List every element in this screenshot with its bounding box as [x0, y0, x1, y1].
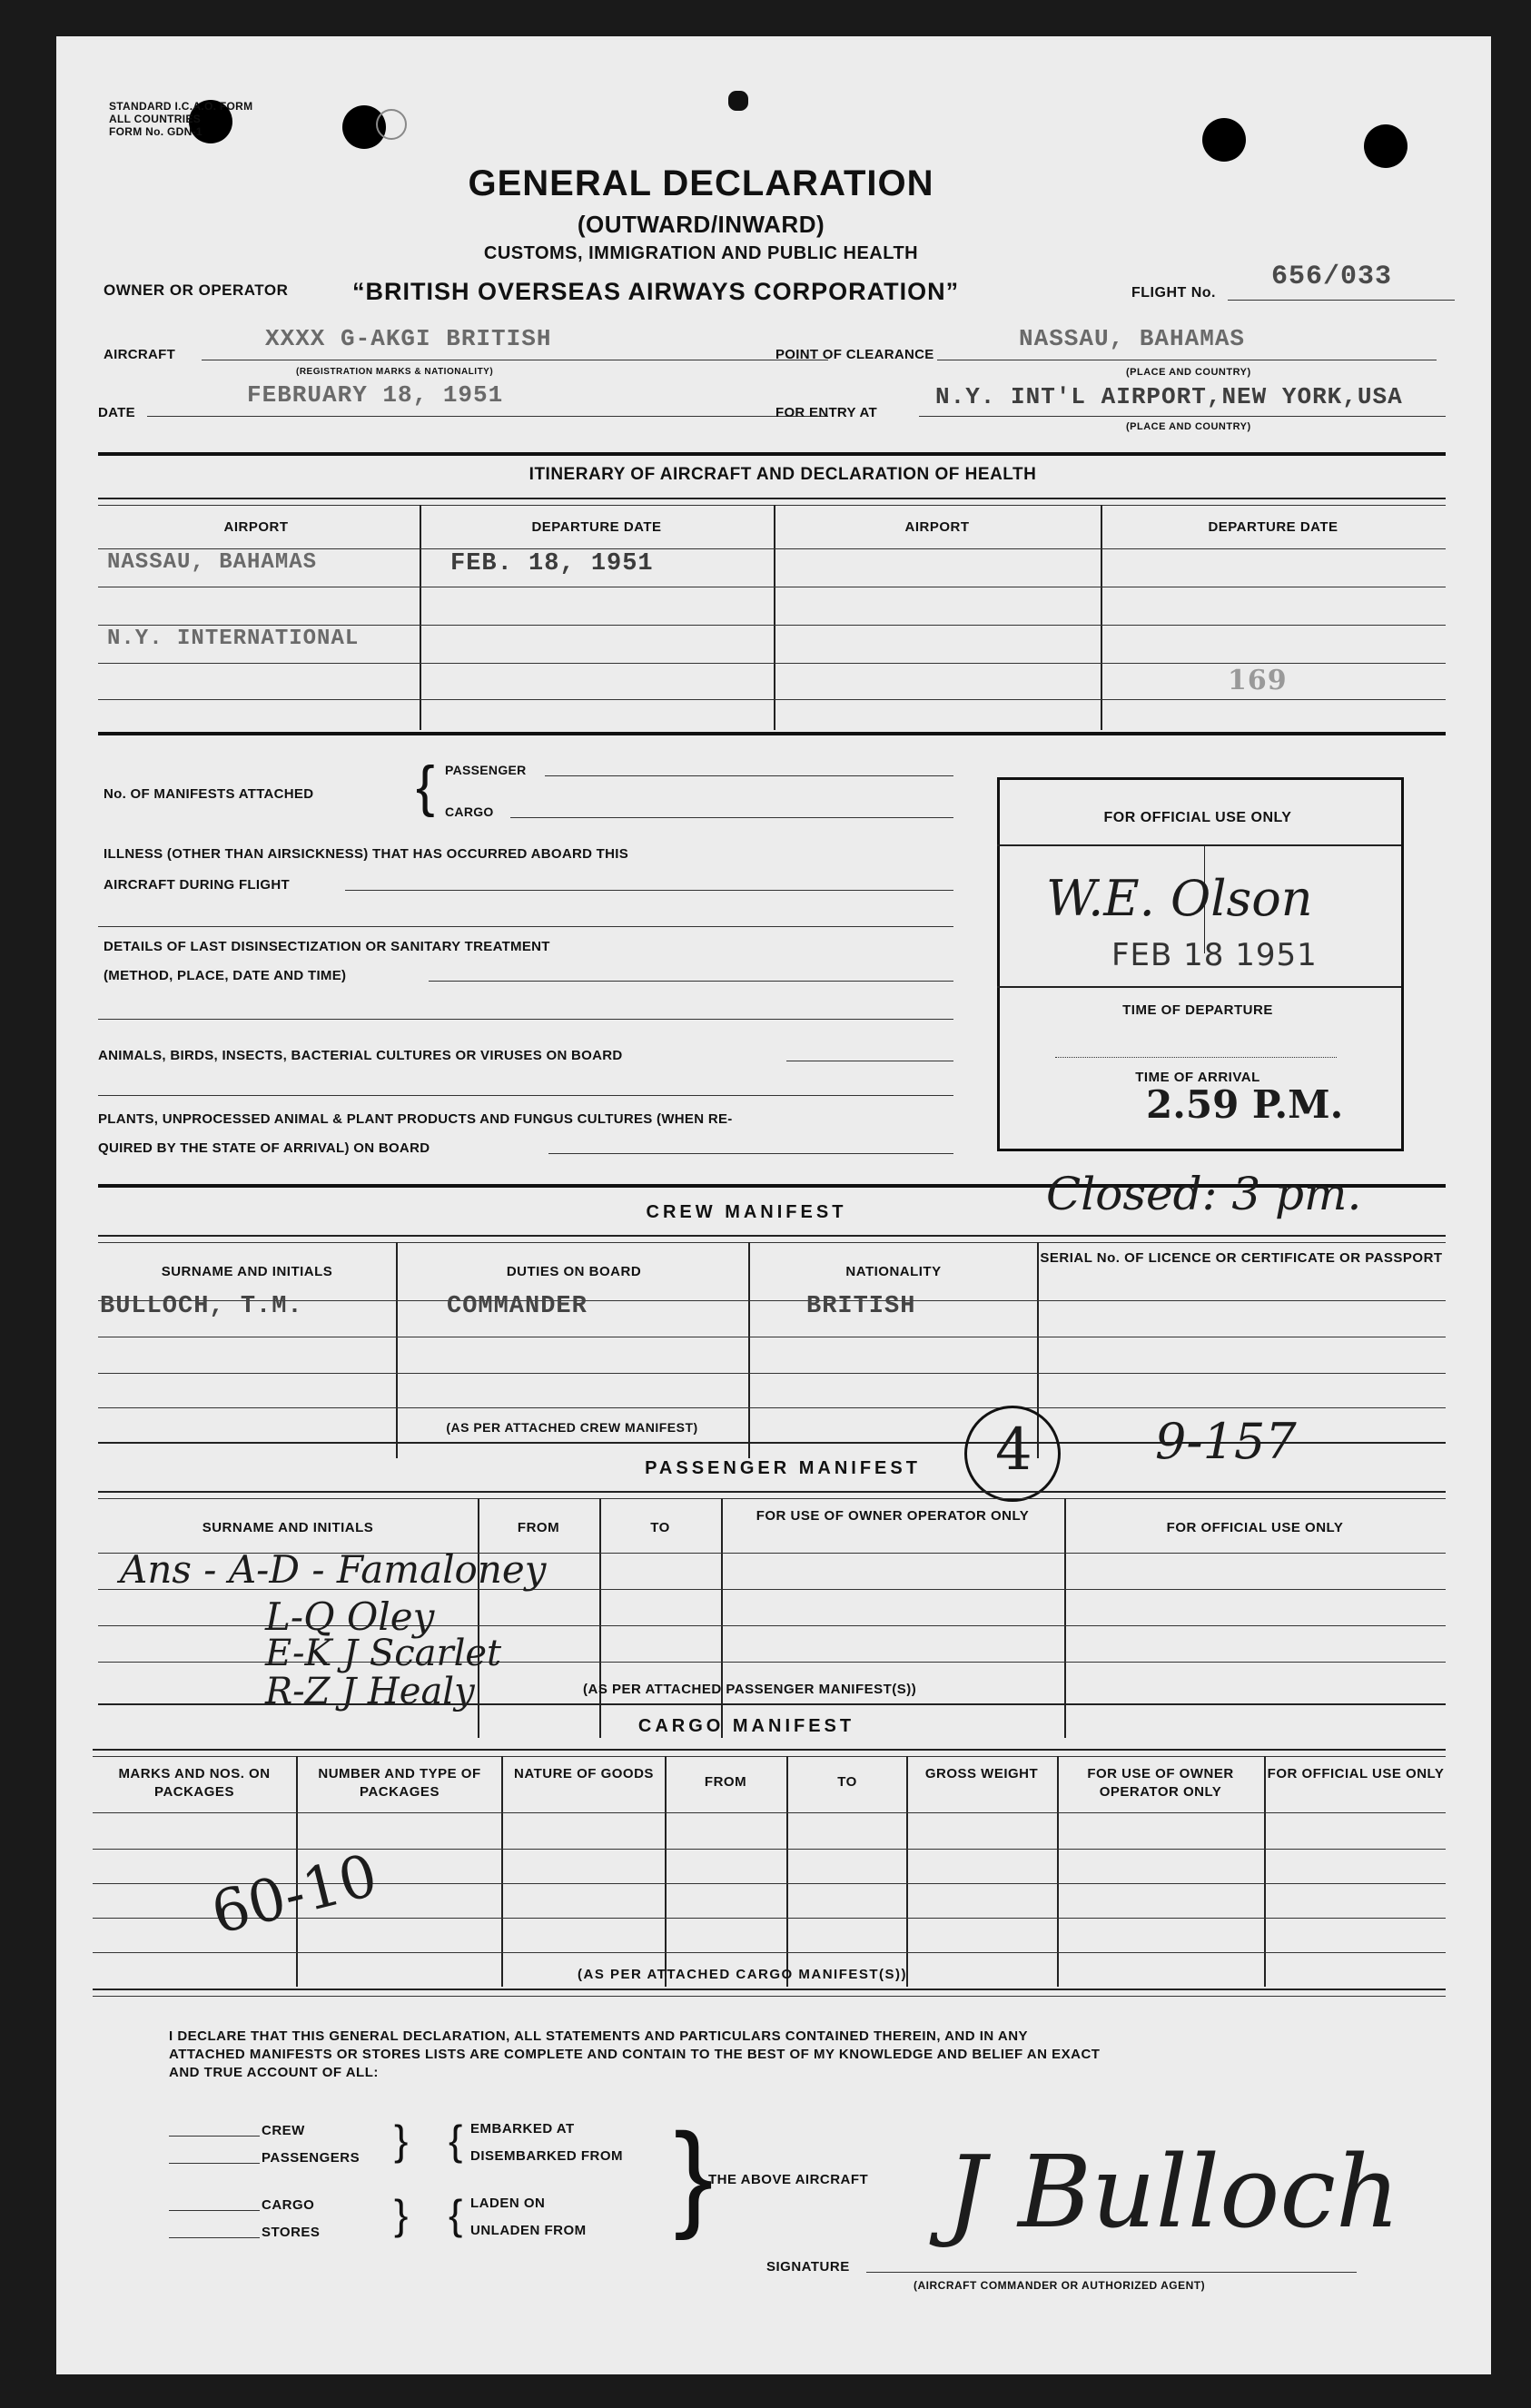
itinerary-row1-airport: NASSAU, BAHAMAS [107, 550, 318, 575]
disinsect-label-1: DETAILS OF LAST DISINSECTIZATION OR SANITARY TREATMENT [104, 939, 550, 954]
flight-value: 656/033 [1271, 262, 1393, 292]
passenger-hand-line1: Ans - A-D - Famaloney [120, 1547, 547, 1592]
crew-handwritten-count: 9-157 [1155, 1413, 1297, 1470]
decl-embarked: EMBARKED AT [470, 2121, 575, 2137]
passenger-hand-line4: R-Z J Healy [265, 1671, 475, 1712]
disinsect-label-2: (METHOD, PLACE, DATE AND TIME) [104, 968, 347, 983]
punch-hole-icon [1364, 124, 1408, 168]
itinerary-col-departure2: DEPARTURE DATE [1208, 519, 1338, 535]
aircraft-value: XXXX G-AKGI BRITISH [265, 325, 552, 352]
decl-passengers: PASSENGERS [262, 2150, 361, 2166]
cargo-col-owner [1059, 1765, 1262, 1801]
cargo-col-weight [908, 1765, 1055, 1783]
form-title: GENERAL DECLARATION [468, 163, 934, 203]
official-signature: W.E. Olson [1046, 870, 1313, 927]
form-standard-line1: STANDARD I.C.A.O. FORM [109, 100, 253, 113]
crew-manifest-title: CREW MANIFEST [646, 1202, 847, 1222]
decl-laden: LADEN ON [470, 2196, 546, 2211]
passenger-col-owner [723, 1507, 1062, 1525]
passenger-col-to: TO [650, 1520, 670, 1535]
signature-label: SIGNATURE [766, 2259, 850, 2275]
passenger-col-owner-text: FOR USE OF OWNER OPERATOR ONLY [756, 1508, 1030, 1524]
cargo-col-official [1266, 1765, 1446, 1783]
declaration-sheet [56, 36, 1491, 2374]
cargo-manifest-title: CARGO MANIFEST [637, 1716, 855, 1736]
passenger-hand-line2: L-Q Oley [265, 1594, 435, 1639]
decl-stores: STORES [262, 2225, 321, 2240]
itinerary-row1-departure: FEB. 18, 1951 [450, 550, 654, 577]
manifests-label: No. OF MANIFESTS ATTACHED [104, 786, 314, 802]
decl-cargo: CARGO [262, 2197, 315, 2213]
cargo-col-from: FROM [704, 1774, 747, 1790]
crew-manifest-note: (AS PER ATTACHED CREW MANIFEST) [446, 1420, 698, 1435]
cargo-handwritten: 60-10 [204, 1841, 384, 1949]
passenger-count-label: PASSENGER [445, 763, 527, 777]
brace-icon: { [449, 2191, 463, 2238]
passenger-col-official: FOR OFFICIAL USE ONLY [1166, 1520, 1344, 1535]
entry-note: (PLACE AND COUNTRY) [1126, 421, 1251, 432]
cargo-col-marks [93, 1765, 296, 1801]
date-label: DATE [98, 405, 135, 420]
clearance-label: POINT OF CLEARANCE [775, 347, 934, 362]
date-value: FEBRUARY 18, 1951 [247, 381, 504, 409]
owner-value: “BRITISH OVERSEAS AIRWAYS CORPORATION” [352, 278, 960, 305]
itinerary-stamp-number: 169 [1228, 665, 1288, 696]
entry-value: N.Y. INT'L AIRPORT,NEW YORK,USA [935, 383, 1403, 410]
punch-hole-icon [1202, 118, 1246, 162]
departure-time-label: TIME OF DEPARTURE [1122, 1002, 1273, 1018]
crew-col-serial-text: SERIAL No. OF LICENCE OR CERTIFICATE OR PASSPORT [1040, 1250, 1443, 1266]
brace-icon: { [449, 2117, 463, 2164]
cargo-count-label: CARGO [445, 804, 494, 819]
cargo-col-to: TO [837, 1774, 857, 1790]
form-standard-line2: ALL COUNTRIES [109, 113, 202, 125]
illness-label-1: ILLNESS (OTHER THAN AIRSICKNESS) THAT HAS OCCURRED ABOARD THIS [104, 846, 629, 862]
crew-row1-name: BULLOCH, T.M. [100, 1293, 303, 1320]
ink-smudge [728, 91, 748, 111]
cargo-col-marks-text: MARKS AND NOS. ON PACKAGES [118, 1766, 271, 1800]
declaration-line3: AND TRUE ACCOUNT OF ALL: [169, 2065, 379, 2080]
circled-number-value: 4 [995, 1416, 1032, 1484]
crew-col-duties: DUTIES ON BOARD [506, 1264, 642, 1279]
commander-signature: J Bulloch [946, 2134, 1400, 2250]
clearance-note: (PLACE AND COUNTRY) [1126, 367, 1251, 378]
cargo-col-nature-text: NATURE OF GOODS [514, 1766, 654, 1781]
itinerary-col-airport: AIRPORT [223, 519, 289, 535]
crew-col-surname: SURNAME AND INITIALS [161, 1264, 333, 1279]
crew-row1-nationality: BRITISH [806, 1293, 916, 1320]
decl-crew: CREW [262, 2123, 305, 2138]
animals-label: ANIMALS, BIRDS, INSECTS, BACTERIAL CULTURES OR VIRUSES ON BOARD [98, 1048, 623, 1063]
cargo-col-number-text: NUMBER AND TYPE OF PACKAGES [318, 1766, 481, 1800]
decl-disembarked: DISEMBARKED FROM [470, 2148, 623, 2164]
clearance-value: NASSAU, BAHAMAS [1019, 325, 1246, 352]
passenger-hand-line3: E-K J Scarlet [265, 1633, 502, 1674]
cargo-col-number [298, 1765, 501, 1801]
plants-label-2: QUIRED BY THE STATE OF ARRIVAL) ON BOARD [98, 1140, 430, 1156]
cargo-col-owner-text: FOR USE OF OWNER OPERATOR ONLY [1087, 1766, 1234, 1800]
cargo-col-official-text: FOR OFFICIAL USE ONLY [1267, 1766, 1445, 1781]
entry-label: FOR ENTRY AT [775, 405, 877, 420]
round-stamp-icon [376, 109, 407, 140]
plants-label-1: PLANTS, UNPROCESSED ANIMAL & PLANT PRODUCTS AND FUNGUS CULTURES (WHEN RE- [98, 1111, 733, 1127]
aircraft-label: AIRCRAFT [104, 347, 176, 362]
crew-closed-note: Closed: 3 pm. [1046, 1168, 1362, 1220]
official-box-title: FOR OFFICIAL USE ONLY [1103, 810, 1292, 825]
declaration-line2: ATTACHED MANIFESTS OR STORES LISTS ARE COMPLETE AND CONTAIN TO THE BEST OF MY KNOWLEDGE AND BELIEF AN EXACT [169, 2047, 1101, 2062]
itinerary-col-airport2: AIRPORT [904, 519, 970, 535]
itinerary-title: ITINERARY OF AIRCRAFT AND DECLARATION OF HEALTH [528, 465, 1037, 484]
arrival-time-label: TIME OF ARRIVAL [1135, 1070, 1260, 1085]
passenger-col-from: FROM [517, 1520, 560, 1535]
crew-row1-duties: COMMANDER [447, 1293, 588, 1320]
form-subtitle2: CUSTOMS, IMMIGRATION AND PUBLIC HEALTH [483, 243, 919, 263]
flight-label: FLIGHT No. [1131, 285, 1216, 301]
brace-icon: { [416, 755, 435, 818]
itinerary-row2-airport: N.Y. INTERNATIONAL [107, 627, 360, 651]
brace-icon: } [674, 2108, 714, 2241]
official-date-stamp: FEB 18 1951 [1111, 937, 1318, 973]
itinerary-col-departure: DEPARTURE DATE [531, 519, 662, 535]
form-subtitle: (OUTWARD/INWARD) [577, 211, 825, 238]
brace-icon: } [394, 2191, 409, 2238]
aircraft-note: (REGISTRATION MARKS & NATIONALITY) [296, 367, 494, 377]
owner-label: OWNER OR OPERATOR [104, 281, 289, 299]
crew-col-nationality: NATIONALITY [845, 1264, 942, 1279]
passenger-manifest-title: PASSENGER MANIFEST [645, 1458, 921, 1478]
decl-above-aircraft: THE ABOVE AIRCRAFT [708, 2172, 869, 2187]
arrival-time-value: 2.59 P.M. [1146, 1082, 1344, 1127]
cargo-col-nature [505, 1765, 663, 1783]
cargo-col-weight-text: GROSS WEIGHT [924, 1766, 1039, 1781]
brace-icon: } [394, 2117, 409, 2164]
declaration-line1: I DECLARE THAT THIS GENERAL DECLARATION, ALL STATEMENTS AND PARTICULARS CONTAINED THEREIN, AND IN ANY [169, 2028, 1029, 2044]
decl-unladen: UNLADEN FROM [470, 2223, 587, 2238]
form-standard-line3: FORM No. GDN-1 [109, 125, 202, 138]
passenger-col-surname: SURNAME AND INITIALS [202, 1520, 374, 1535]
illness-label-2: AIRCRAFT DURING FLIGHT [104, 877, 290, 893]
crew-col-serial [1037, 1249, 1446, 1268]
passenger-manifest-note: (AS PER ATTACHED PASSENGER MANIFEST(S)) [583, 1682, 917, 1697]
cargo-manifest-note: (AS PER ATTACHED CARGO MANIFEST(S)) [578, 1967, 908, 1982]
signature-note: (AIRCRAFT COMMANDER OR AUTHORIZED AGENT) [914, 2279, 1206, 2292]
